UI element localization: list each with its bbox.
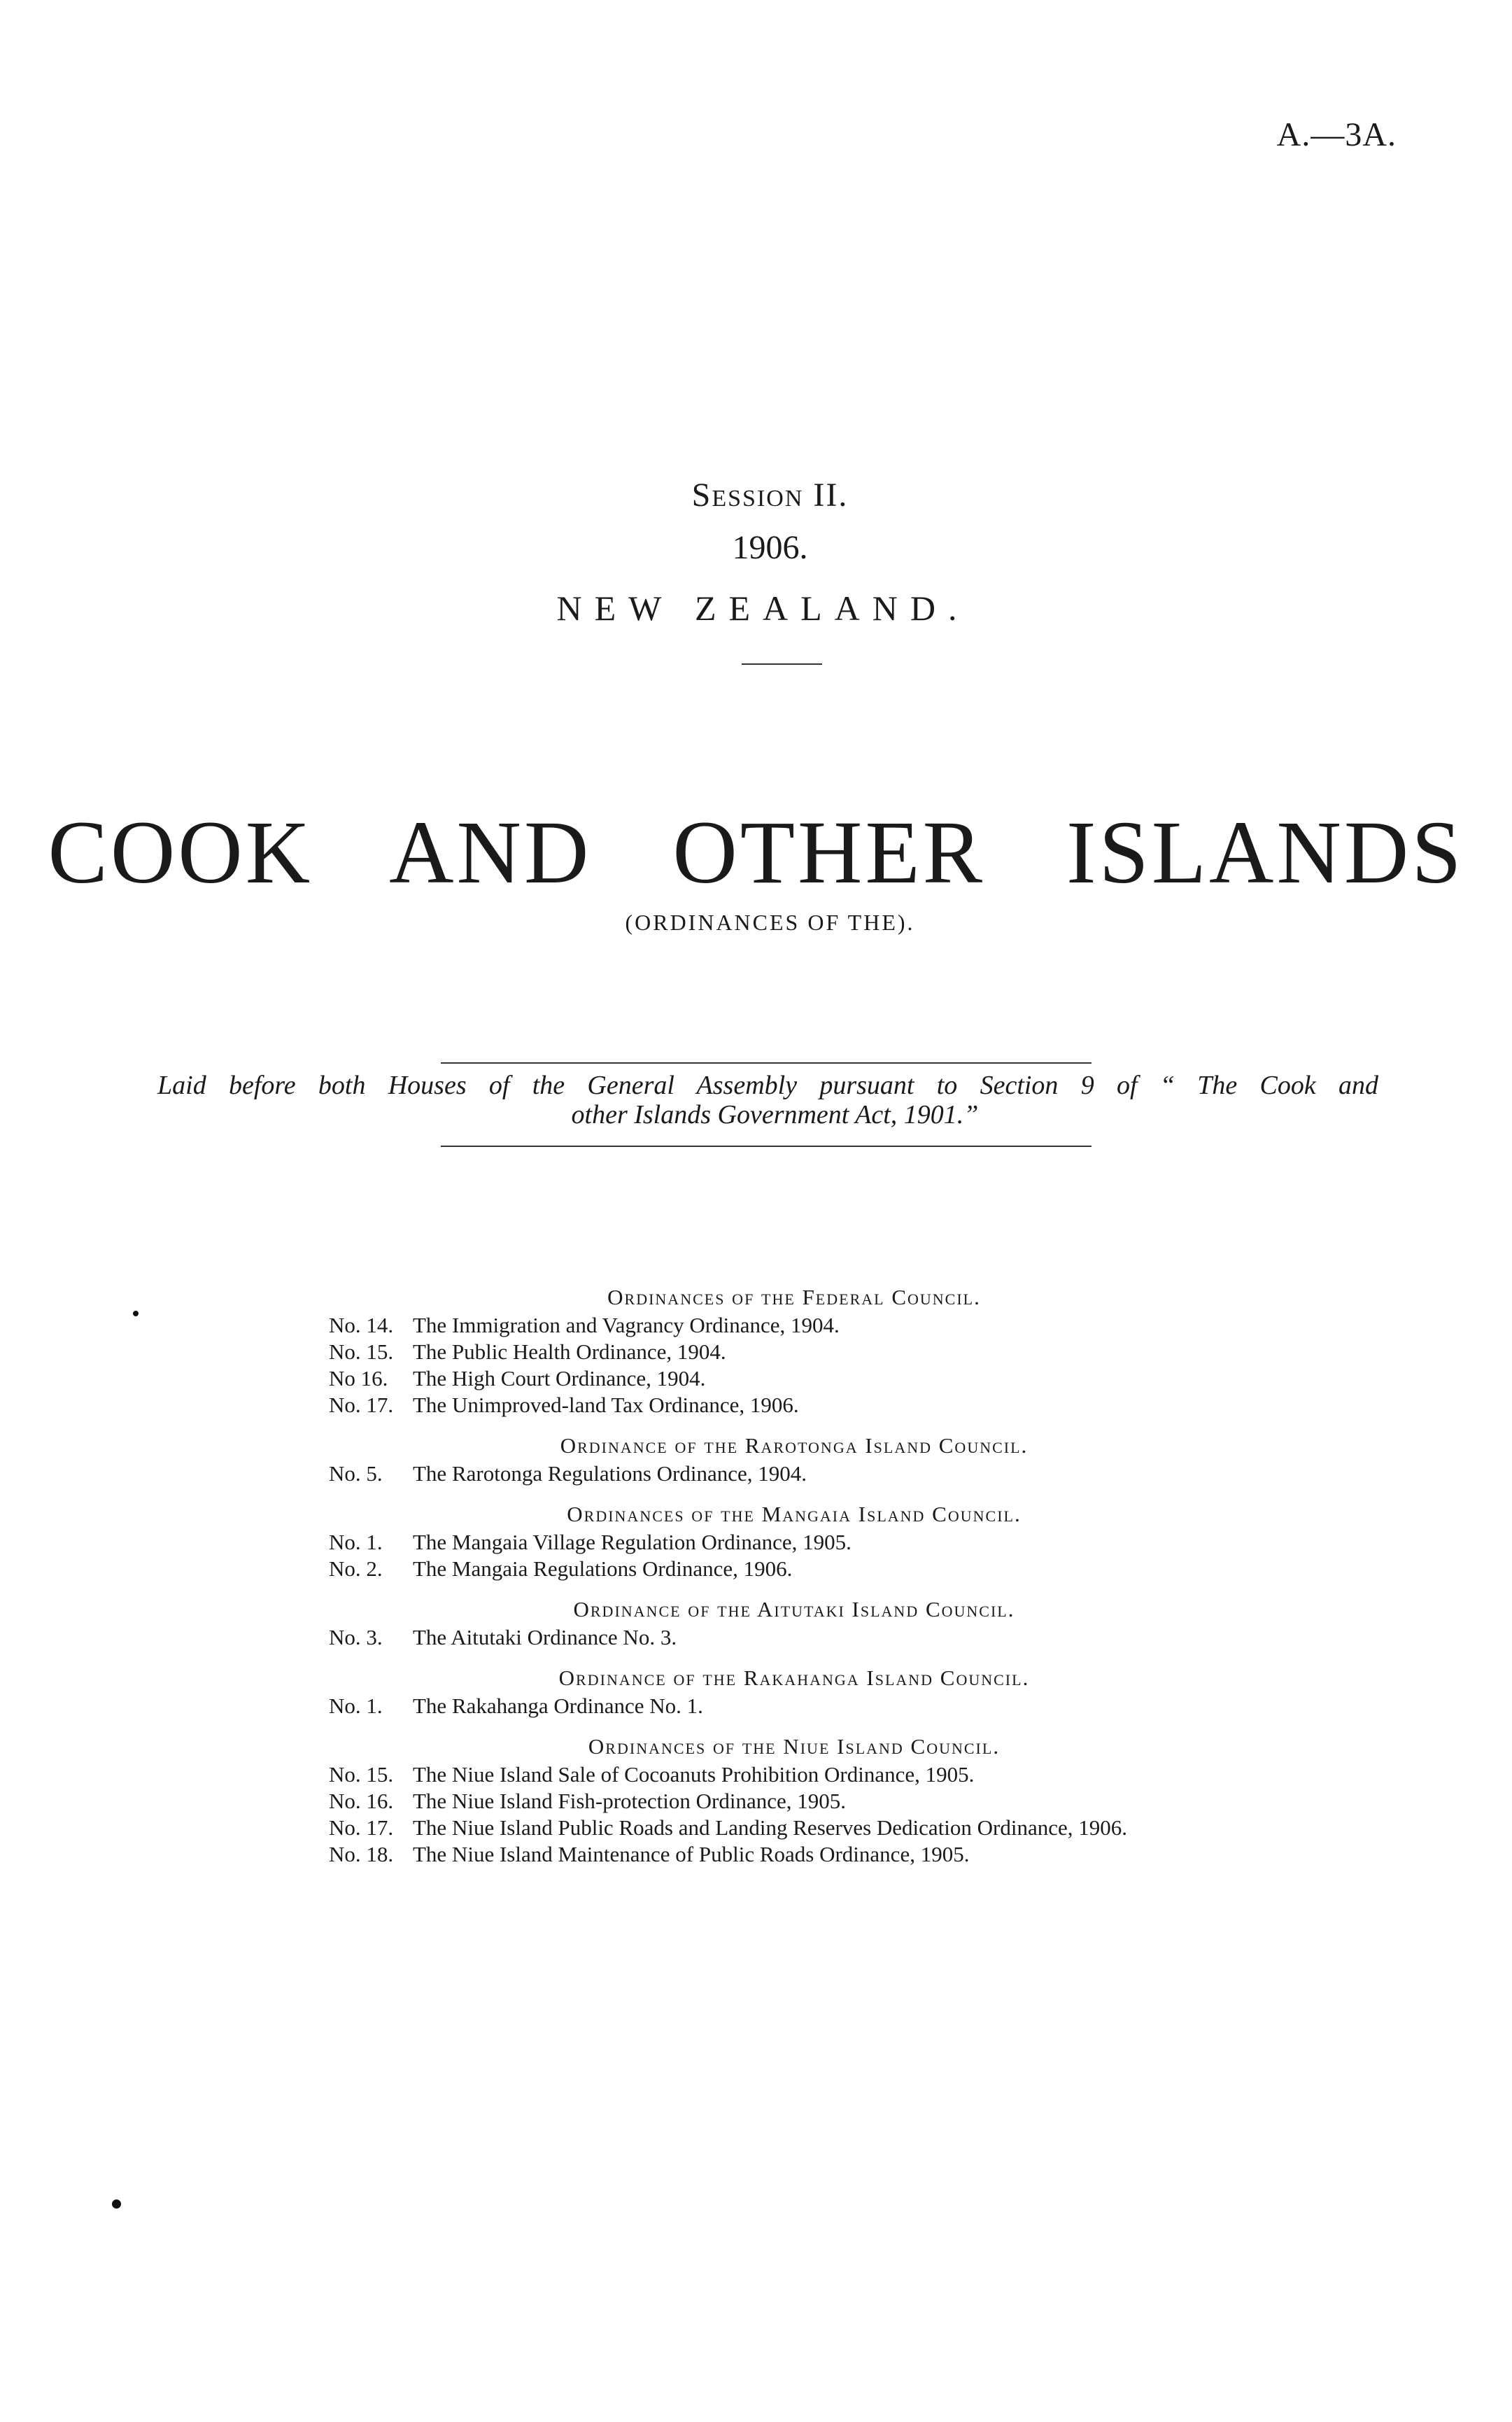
ordinance-title: The Immigration and Vagrancy Ordinance, 1904. (413, 1313, 840, 1337)
ordinance-group (329, 1284, 1364, 1418)
ordinance-group-heading: Ordinance of the Aitutaki Island Council. (573, 1597, 1015, 1621)
ordinance-number: No. 1. (329, 1530, 383, 1554)
ordinance-item (329, 1392, 1364, 1418)
ordinance-item (329, 1312, 1364, 1339)
bottom-rule (441, 1146, 1091, 1147)
session-label: Session II. (691, 477, 849, 514)
ordinance-item (329, 1761, 1364, 1788)
subtitle: (ORDINANCES OF THE). (625, 910, 915, 935)
ordinance-number: No. 16. (329, 1789, 394, 1813)
ordinance-title: The Rakahanga Ordinance No. 1. (413, 1694, 703, 1718)
ordinance-item (329, 1365, 1364, 1392)
ordinance-item (329, 1624, 1364, 1651)
ordinance-number: No. 15. (329, 1339, 394, 1364)
document-reference: A.—3A. (1276, 116, 1397, 153)
ordinance-group (329, 1501, 1364, 1582)
ordinance-group (329, 1432, 1364, 1487)
short-divider (742, 663, 822, 665)
ink-speck (133, 1311, 139, 1316)
ordinance-title: The Mangaia Regulations Ordinance, 1906. (413, 1556, 793, 1581)
ordinance-number: No. 5. (329, 1461, 383, 1486)
ordinance-title: The Aitutaki Ordinance No. 3. (413, 1625, 677, 1649)
ordinance-item (329, 1788, 1364, 1815)
ordinance-item (329, 1841, 1364, 1868)
ordinance-item (329, 1339, 1364, 1365)
ordinance-group (329, 1733, 1364, 1868)
ordinance-number: No 16. (329, 1366, 388, 1390)
ordinance-group-heading: Ordinance of the Rarotonga Island Council. (560, 1433, 1029, 1458)
ordinance-group-heading: Ordinance of the Rakahanga Island Council. (558, 1666, 1030, 1690)
ordinance-item (329, 1460, 1364, 1487)
ordinance-title: The High Court Ordinance, 1904. (413, 1366, 706, 1390)
ordinance-group (329, 1665, 1364, 1719)
year-label: 1906. (732, 529, 808, 566)
laid-before-statement (157, 1071, 1378, 1129)
ordinance-group-heading: Ordinances of the Mangaia Island Council. (567, 1502, 1022, 1526)
ordinance-number: No. 18. (329, 1842, 394, 1866)
ordinance-title: The Unimproved-land Tax Ordinance, 1906. (413, 1393, 799, 1417)
laid-before-line-1: Laid before both Houses of the General Assembly pursuant to Section 9 of “ The Cook and (157, 1071, 1378, 1100)
ordinance-item (329, 1556, 1364, 1582)
ordinance-title: The Niue Island Maintenance of Public Roads Ordinance, 1905. (413, 1842, 970, 1866)
country-label: NEW ZEALAND. (556, 589, 970, 628)
ordinance-group-heading: Ordinances of the Niue Island Council. (588, 1734, 1001, 1759)
ordinance-list (329, 1284, 1364, 1882)
ordinance-title: The Rarotonga Regulations Ordinance, 1904. (413, 1461, 807, 1486)
ordinance-group (329, 1596, 1364, 1651)
ordinance-number: No. 1. (329, 1694, 383, 1718)
ordinance-title: The Public Health Ordinance, 1904. (413, 1339, 726, 1364)
ordinance-number: No. 2. (329, 1556, 383, 1581)
ordinance-title: The Mangaia Village Regulation Ordinance, 1905. (413, 1530, 852, 1554)
laid-before-line-2: other Islands Government Act, 1901.” (571, 1100, 979, 1129)
ordinance-title: The Niue Island Fish-protection Ordinance, 1905. (413, 1789, 846, 1813)
top-rule (441, 1062, 1091, 1064)
ordinance-group-heading: Ordinances of the Federal Council. (607, 1285, 981, 1309)
ordinance-number: No. 3. (329, 1625, 383, 1649)
ordinance-number: No. 17. (329, 1393, 394, 1417)
ordinance-number: No. 14. (329, 1313, 394, 1337)
ordinance-title: The Niue Island Public Roads and Landing Reserves Dedication Ordinance, 1906. (413, 1815, 1128, 1840)
ordinance-title: The Niue Island Sale of Cocoanuts Prohibition Ordinance, 1905. (413, 1762, 975, 1787)
ink-speck (112, 2199, 121, 2209)
ordinance-number: No. 15. (329, 1762, 394, 1787)
ordinance-number: No. 17. (329, 1815, 394, 1840)
ordinance-item (329, 1529, 1364, 1556)
ordinance-item (329, 1815, 1364, 1841)
main-title: COOK AND OTHER ISLANDS (48, 803, 1464, 902)
ordinance-item (329, 1693, 1364, 1719)
